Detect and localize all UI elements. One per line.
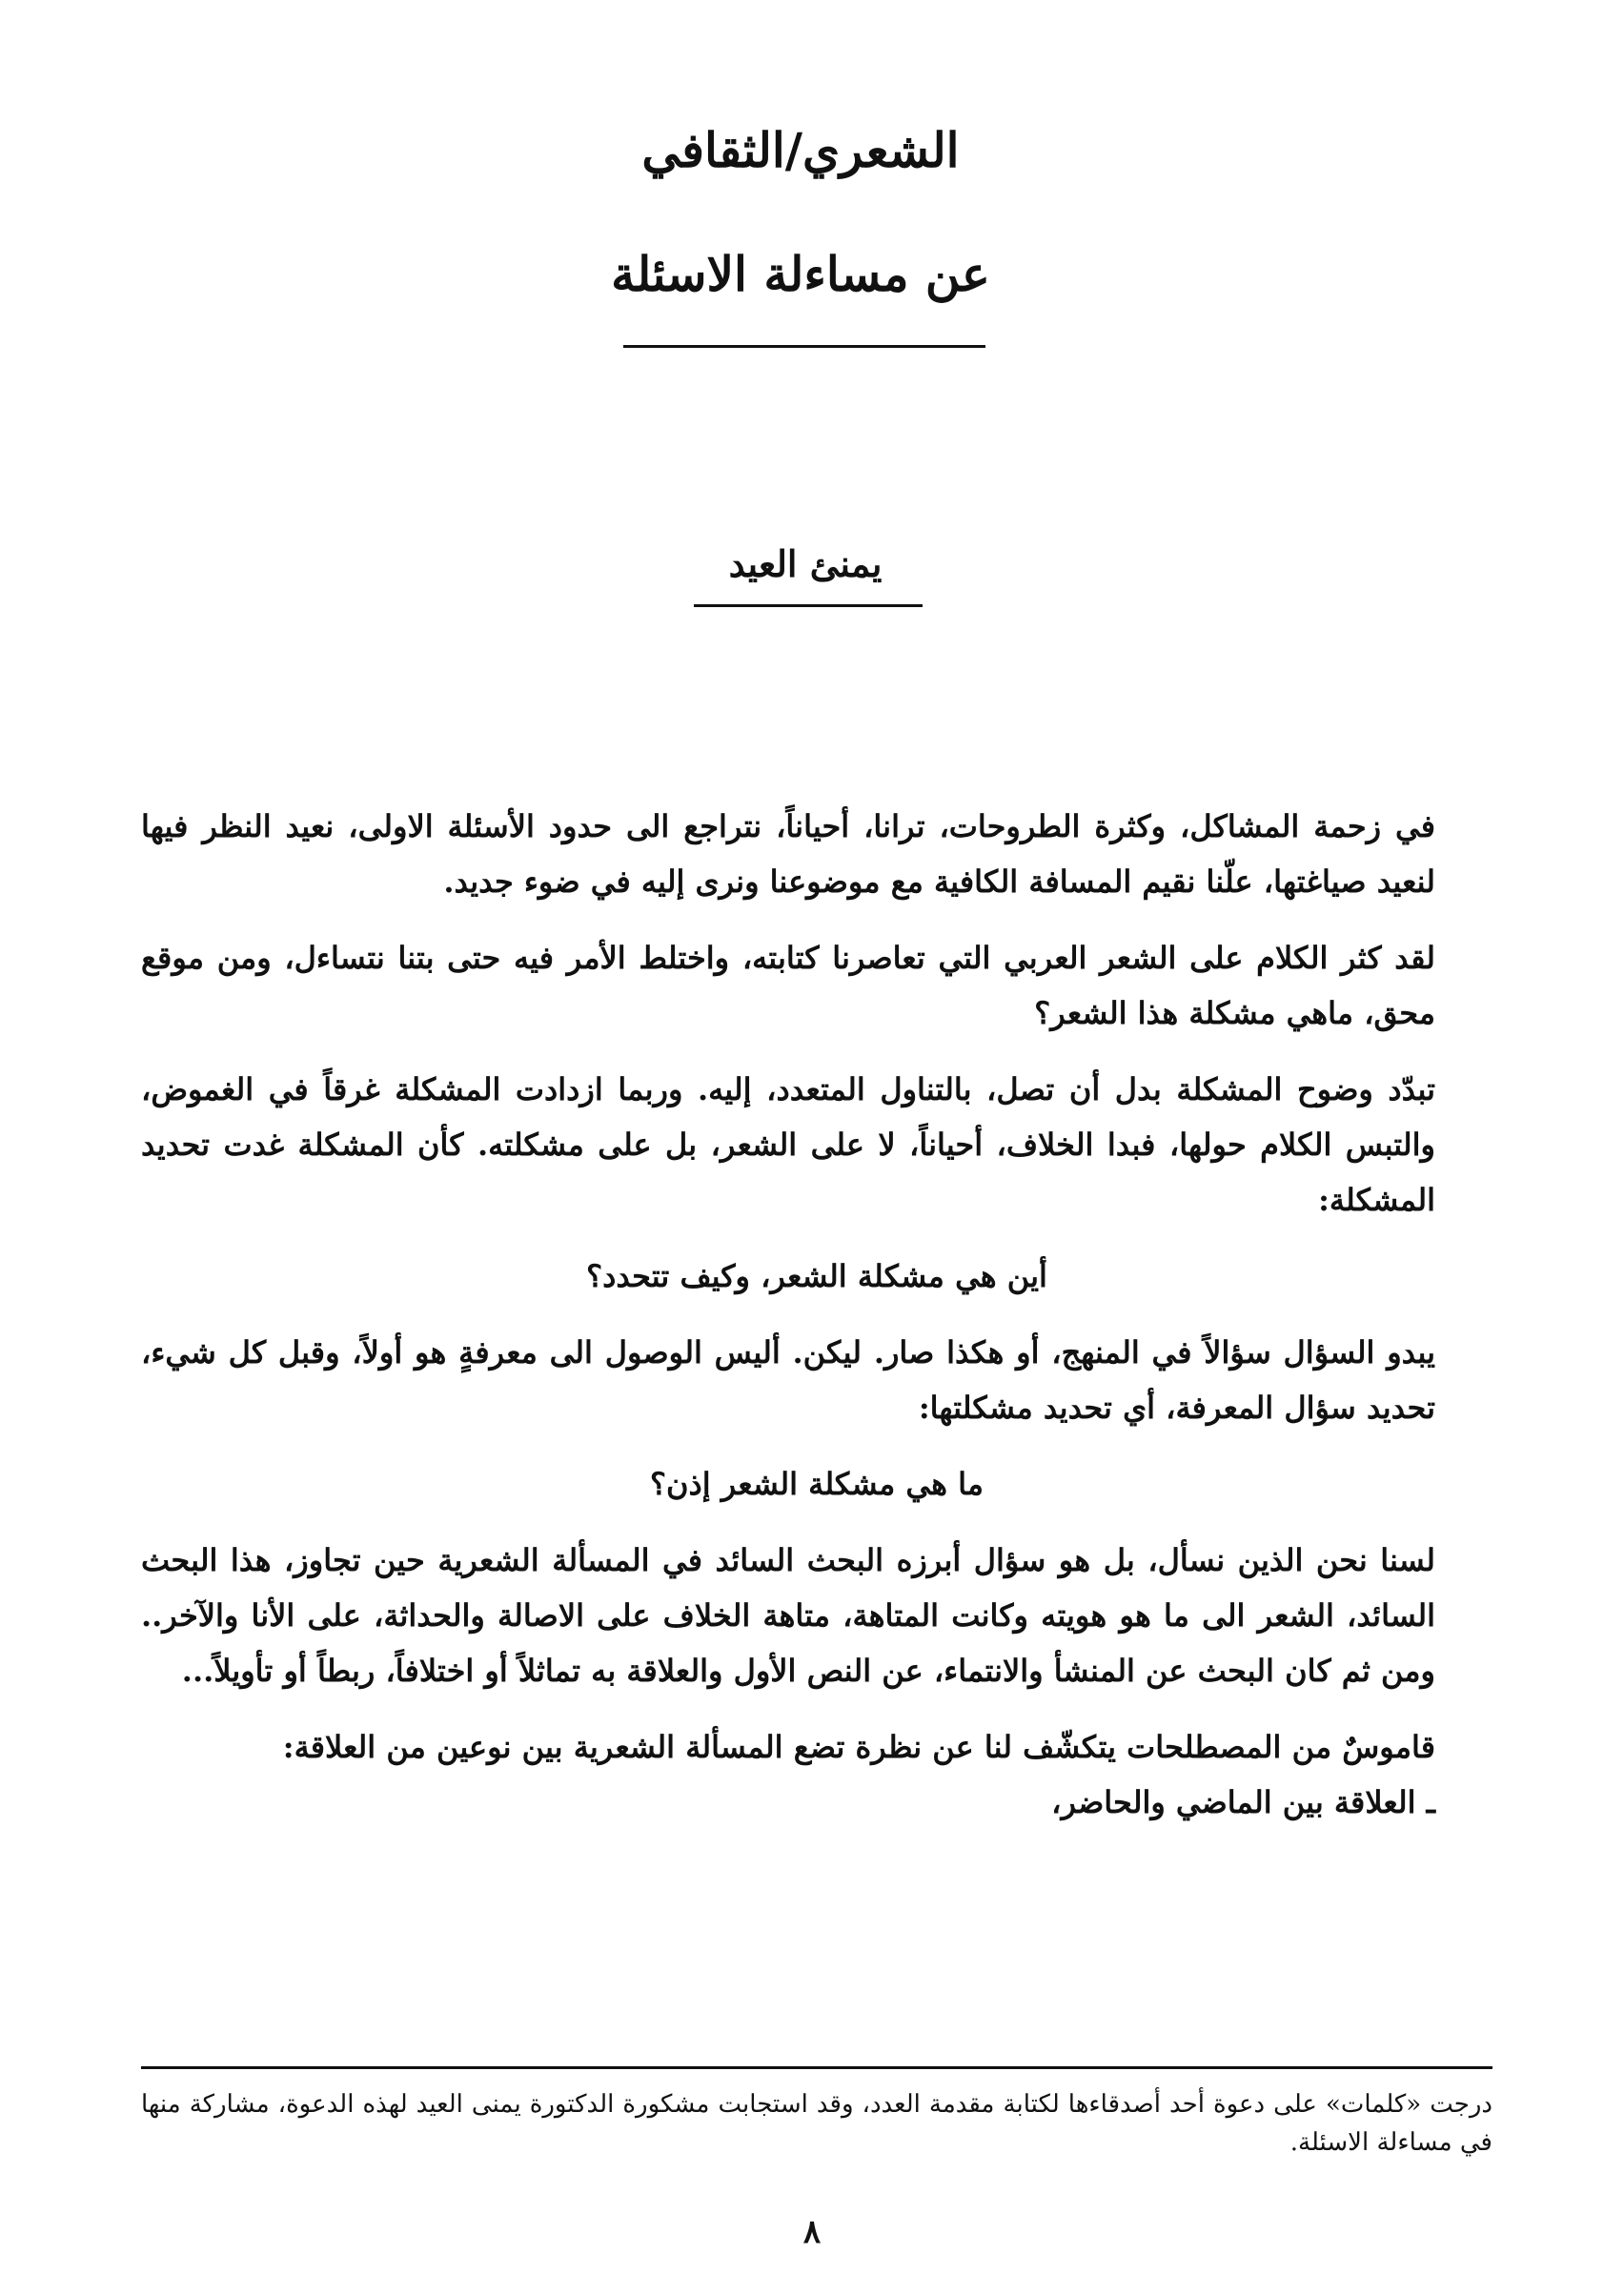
page-title: الشعري/الثقافي [641,122,960,178]
paragraph-6: قاموسٌ من المصطلحات يتكشّف لنا عن نظرة تضع المسألة الشعرية بين نوعين من العلاقة: [282,1729,1435,1765]
footnote-divider [141,2066,1492,2069]
page-subtitle: عن مساءلة الاسئلة [611,246,990,302]
paragraph-7: ـ العلاقة بين الماضي والحاضر، [1051,1784,1435,1820]
paragraph-1: في زحمة المشاكل، وكثرة الطروحات، ترانا، أحياناً، نتراجع الى حدود الأسئلة الاولى، نعيد النظر فيها لنعيد صياغتها، علّنا نقيم المسافة الكافية مع موضوعنا ونرى إليه في ضوء جديد. [141,808,1435,900]
article-body [141,799,1492,1851]
paragraph-2: لقد كثر الكلام على الشعر العربي التي تعاصرنا كتابته، واختلط الأمر فيه حتى بتنا نتساءل، ومن موقع محق، ماهي مشكلة هذا الشعر؟ [141,940,1435,1031]
paragraph-4: يبدو السؤال سؤالاً في المنهج، أو هكذا صار. ليكن. أليس الوصول الى معرفةٍ هو أولاً، وقبل كل شيء، تحديد سؤال المعرفة، أي تحديد مشكلتها: [141,1334,1436,1426]
title-divider [623,345,985,348]
paragraph-5: لسنا نحن الذين نسأل، بل هو سؤال أبرزه البحث السائد في المسألة الشعرية حين تجاوز، هذا البحث السائد، الشعر الى ما هو هويته وكانت المتاهة، متاهة الخلاف على الاصالة والحداثة، على الأنا والآخر.. ومن ثم كان البحث عن المنشأ والانتماء، عن النص الأول والعلاقة به تماثلاً أو اختلافاً، ربطاً أو تأويلاً... [141,1542,1435,1689]
author-name: يمنئ العيد [728,542,883,585]
footnote: درجت «كلمات» على دعوة أحد أصدقاءها لكتابة مقدمة العدد، وقد استجابت مشكورة الدكتورة يمنى العيد لهذه الدعوة، مشاركة منها في مساءلة الاسئلة. [141,2090,1492,2157]
question-2: ما هي مشكلة الشعر إذن؟ [649,1466,984,1502]
question-1: أين هي مشكلة الشعر، وكيف تتحدد؟ [586,1258,1047,1294]
author-underline [694,604,923,607]
paragraph-3: تبدّد وضوح المشكلة بدل أن تصل، بالتناول المتعدد، إليه. وربما ازدادت المشكلة غرقاً في الغموض، والتبس الكلام حولها، فبدا الخلاف، أحياناً، لا على الشعر، بل على مشكلته. كأن المشكلة غدت تحديد المشكلة: [141,1071,1436,1218]
page-number: ٨ [802,2213,822,2251]
